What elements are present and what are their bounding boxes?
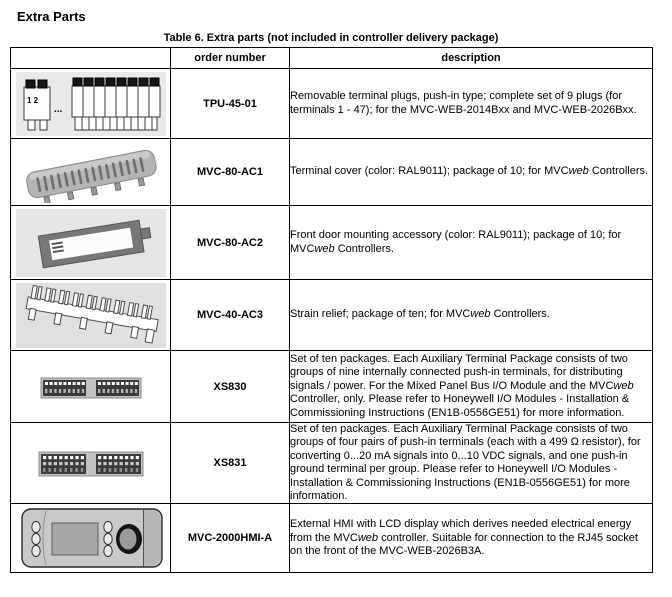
- table-row: [11, 423, 653, 504]
- column-header-description: description: [290, 48, 653, 69]
- product-image-cell: [11, 69, 171, 139]
- table-row: [11, 69, 653, 139]
- auxiliary-terminal-xs830-image: [16, 355, 166, 419]
- strain-relief-image: [16, 283, 166, 348]
- table-row: [11, 206, 653, 280]
- order-number: TPU-45-01: [171, 69, 290, 139]
- front-door-accessory-image: [16, 209, 166, 277]
- description: Strain relief; package of ten; for MVCweb Controllers.: [290, 280, 653, 351]
- external-hmi-image: [16, 505, 166, 571]
- table-row: [11, 504, 653, 573]
- table-row: [11, 351, 653, 423]
- table-header-row: [11, 48, 653, 69]
- description: External HMI with LCD display which derives needed electrical energy from the MVCweb controller. Suitable for connection to the RJ45 socket on the front of the MVC-WEB-2026B3A.: [290, 504, 653, 573]
- order-number: MVC-40-AC3: [171, 280, 290, 351]
- description: Set of ten packages. Each Auxiliary Terminal Package consists of two groups of nine internally connected push-in terminals, for distributing signals / power. For the Mixed Panel Bus I/O Module and the MVCweb Controller, only. Please refer to Honeywell I/O Modules - Installation & Commissioning Instructions (EN1B-0556GE51) for more information.: [290, 351, 653, 423]
- table-row: [11, 139, 653, 206]
- product-image-cell: [11, 280, 171, 351]
- terminal-plugs-image: [16, 72, 166, 136]
- column-header-image: [11, 48, 171, 69]
- order-number: XS830: [171, 351, 290, 423]
- order-number: MVC-80-AC2: [171, 206, 290, 280]
- column-header-order-number: order number: [171, 48, 290, 69]
- product-image-cell: [11, 423, 171, 504]
- table-caption: Table 6. Extra parts (not included in controller delivery package): [163, 32, 499, 44]
- description: Front door mounting accessory (color: RAL9011); package of 10; for MVCweb Controllers.: [290, 206, 653, 280]
- extra-parts-table: [10, 47, 653, 573]
- description: Set of ten packages. Each Auxiliary Terminal Package consists of two groups of four pairs of push-in terminals (each with a 499 Ω resistor), for converting 0...20 mA signals into 0...10 VDC signals, and one push-in ground terminal per group. Please refer to Honeywell I/O Modules - Installation & Commissioning Instructions (EN1B-0556GE51) for more information.: [290, 423, 653, 504]
- auxiliary-terminal-xs831-image: [16, 431, 166, 495]
- product-image-cell: [11, 351, 171, 423]
- terminal-cover-image: [16, 141, 166, 203]
- page-title: Extra Parts: [17, 9, 86, 24]
- product-image-cell: [11, 206, 171, 280]
- order-number: MVC-2000HMI-A: [171, 504, 290, 573]
- product-image-cell: [11, 139, 171, 206]
- order-number: XS831: [171, 423, 290, 504]
- product-image-cell: [11, 504, 171, 573]
- plug-number-label: 1 2: [26, 95, 38, 105]
- order-number: MVC-80-AC1: [171, 139, 290, 206]
- description: Removable terminal plugs, push-in type; complete set of 9 plugs (for terminals 1 - 47); for the MVC-WEB-2014Bxx and MVC-WEB-2026Bxx.: [290, 69, 653, 139]
- ellipsis-dots: ...: [53, 103, 62, 115]
- table-row: [11, 280, 653, 351]
- description: Terminal cover (color: RAL9011); package of 10; for MVCweb Controllers.: [290, 139, 653, 206]
